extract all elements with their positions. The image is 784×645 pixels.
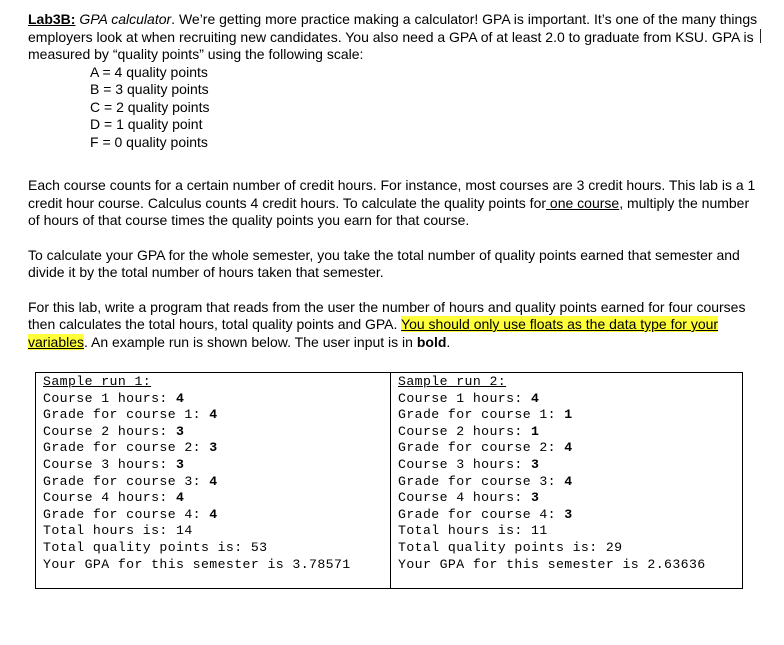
run-total-hours: Total hours is: 11 (398, 523, 548, 539)
run-input-value: 3 (176, 456, 185, 472)
instructions-text-end: . (446, 333, 451, 350)
lab-title: GPA calculator (79, 11, 172, 27)
grade-scale-item: B = 3 quality points (90, 81, 209, 97)
text-cursor (760, 29, 761, 43)
instructions-text: For this lab, write a program that reads from the user the number of hours and quality points earned for four courses then calculates the total hours, total quality points and GPA. (28, 298, 746, 332)
run-gpa: Your GPA for this semester is 3.78571 (43, 556, 351, 572)
run-input-value: 4 (564, 440, 573, 456)
run-total-hours: Total hours is: 14 (43, 523, 193, 539)
credit-hours-text: Each course counts for a certain number of credit hours. For instance, most courses are 3 credit hours. This lab is a 1 credit hour course. Calculus counts 4 credit hours. To calculate the quality points for (28, 177, 756, 211)
spacer (28, 151, 763, 177)
run-input-value: 4 (209, 473, 218, 489)
run-input-value: 4 (564, 473, 573, 489)
sample-run-title: Sample run 2: (398, 374, 507, 389)
instructions-text-middle: . An example run is shown below. The user input is in (84, 333, 417, 350)
grade-scale-item: A = 4 quality points (90, 63, 208, 80)
grade-scale-list (90, 64, 763, 152)
run-prompt: Course 3 hours: (43, 456, 177, 472)
lab-label: Lab3B: (28, 11, 76, 27)
one-course-underlined: one course (546, 194, 620, 211)
run-prompt: Course 1 hours: (43, 390, 177, 406)
run-prompt: Grade for course 4: (43, 506, 210, 522)
grade-scale-item: D = 1 quality point (90, 116, 203, 132)
semester-gpa-paragraph: To calculate your GPA for the whole semester, you take the total number of quality points earned that semester and divide it by the total number of hours taken that semester. (28, 246, 740, 280)
run-total-points: Total quality points is: 53 (43, 539, 268, 555)
run-prompt: Grade for course 2: (43, 440, 210, 456)
credit-hours-paragraph (28, 177, 763, 230)
run-input-value: 3 (564, 506, 573, 522)
run-gpa: Your GPA for this semester is 2.63636 (398, 556, 706, 572)
run-prompt: Course 2 hours: (398, 423, 532, 439)
intro-paragraph (28, 11, 763, 64)
spacer (28, 230, 763, 247)
credit-hours-text-end: , multiply the number of hours of that course times the quality points you earn for that course. (28, 194, 750, 228)
run-prompt: Grade for course 2: (398, 440, 565, 456)
run-prompt: Course 2 hours: (43, 423, 177, 439)
run-input-value: 3 (531, 456, 540, 472)
run-prompt: Grade for course 3: (43, 473, 210, 489)
run-input-value: 4 (531, 390, 540, 406)
sample-run-title: Sample run 1: (43, 374, 152, 389)
run-prompt: Course 4 hours: (43, 490, 177, 506)
run-input-value: 3 (209, 440, 218, 456)
run-input-value: 3 (176, 423, 185, 439)
sample-runs-table (35, 372, 743, 589)
run-prompt: Grade for course 4: (398, 506, 565, 522)
sample-run-2 (391, 373, 742, 588)
bold-word: bold (416, 333, 447, 350)
run-prompt: Grade for course 1: (398, 407, 565, 423)
run-input-value: 1 (564, 407, 573, 423)
grade-scale-item: C = 2 quality points (90, 98, 210, 115)
run-input-value: 1 (531, 423, 540, 439)
run-prompt: Course 3 hours: (398, 456, 532, 472)
run-total-points: Total quality points is: 29 (398, 539, 623, 555)
run-prompt: Course 1 hours: (398, 390, 532, 406)
floats-highlight: You should only use floats as the data type for your variables (28, 316, 719, 350)
run-input-value: 4 (209, 407, 218, 423)
run-input-value: 4 (209, 506, 218, 522)
run-input-value: 4 (176, 390, 185, 406)
grade-scale-item: F = 0 quality points (90, 133, 208, 150)
run-input-value: 3 (531, 490, 540, 506)
run-prompt: Course 4 hours: (398, 490, 532, 506)
run-input-value: 4 (176, 490, 185, 506)
document-body (28, 11, 763, 351)
spacer (28, 282, 763, 299)
run-prompt: Grade for course 1: (43, 407, 210, 423)
lab-instructions-paragraph (28, 299, 763, 352)
intro-text: . We’re getting more practice making a calculator! GPA is important. It’s one of the many things employers look at when recruiting new candidates. You also need a GPA of at least 2.0 to graduate from KSU. GPA is measured by “quality points” using the following scale: (28, 11, 758, 62)
sample-run-1 (36, 373, 391, 588)
run-prompt: Grade for course 3: (398, 473, 565, 489)
